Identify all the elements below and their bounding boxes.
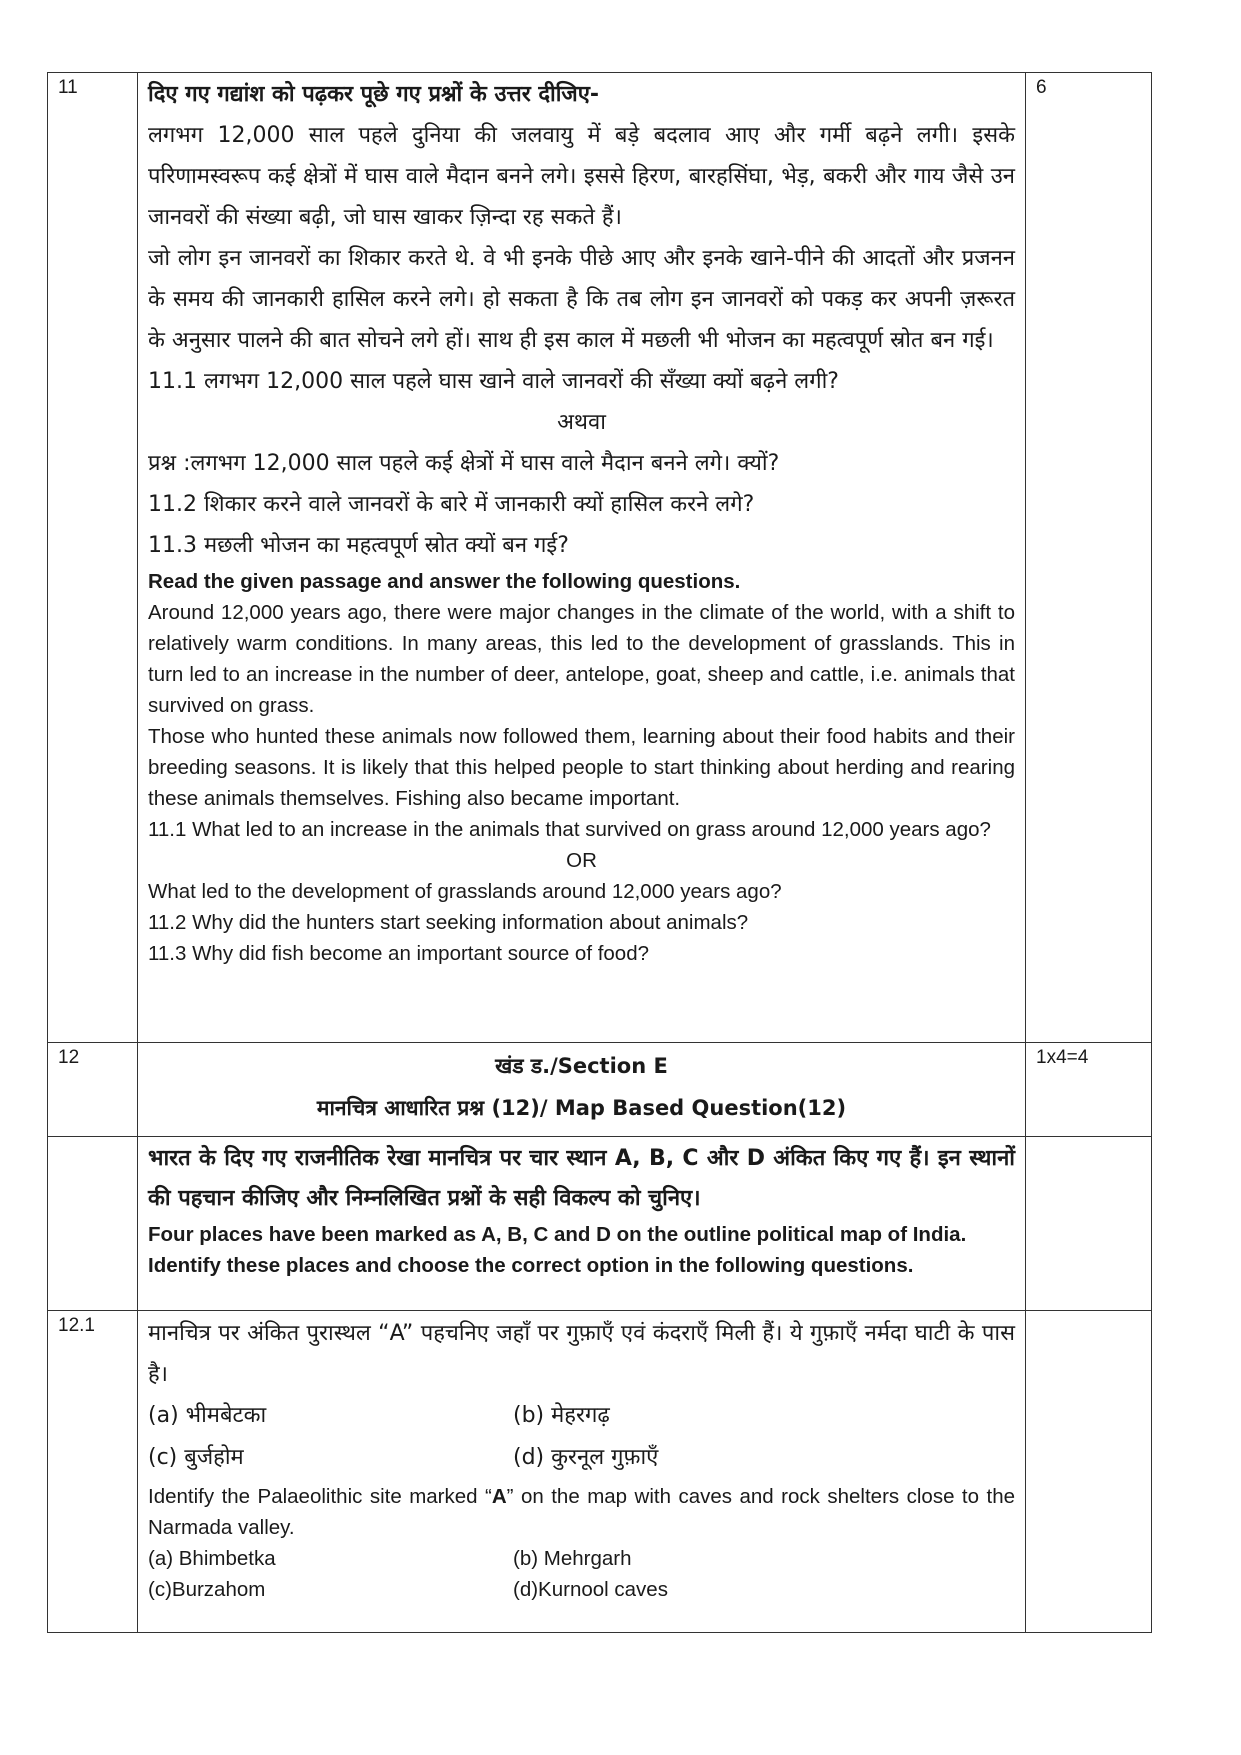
- hindi-question-12-1: मानचित्र पर अंकित पुरास्थल “A” पहचनिए जहाँ पर गुफ़ाएँ एवं कंदराएँ मिली हैं। ये गुफ़ाएँ नर्मदा घाटी के पास है।: [148, 1321, 1015, 1387]
- hindi-passage-para-2: जो लोग इन जानवरों का शिकार करते थे. वे भी इनके पीछे आए और इनके खाने-पीने की आदतों और प्रजनन के समय की जानकारी हासिल करने लगे। हो सकता है कि तब लोग इन जानवरों को पकड़ कर अपनी ज़रूरत के अनुसार पालने की बात सोचने लगे हों। साथ ही इस काल में मछली भी भोजन का महत्वपूर्ण स्रोत बन गई।: [148, 246, 1015, 353]
- english-question-11-1-alt: What led to the development of grasslands around 12,000 years ago?: [148, 880, 782, 903]
- hindi-question-11-3: 11.3 मछली भोजन का महत्वपूर्ण स्रोत क्यों बन गई?: [148, 533, 569, 558]
- instructions: [138, 1137, 1026, 1311]
- english-question-11-1: 11.1 What led to an increase in the animals that survived on grass around 12,000 years ago?: [148, 818, 991, 841]
- hindi-option-a: (a) भीमबेटका: [148, 1403, 267, 1428]
- section-heading: [138, 1043, 1026, 1137]
- english-passage-para-2: Those who hunted these animals now followed them, learning about their food habits and their breeding seasons. It is likely that this helped people to start thinking about herding and rearing these animals themselves. Fishing also became important.: [148, 725, 1015, 810]
- section-subtitle: मानचित्र आधारित प्रश्न (12)/ Map Based Question(12): [316, 1096, 847, 1120]
- section-title: खंड ड./Section E: [495, 1054, 668, 1078]
- question-text-start: Identify the Palaeolithic site marked “: [148, 1485, 492, 1508]
- hindi-heading: दिए गए गद्यांश को पढ़कर पूछे गए प्रश्नों के उत्तर दीजिए-: [148, 82, 600, 107]
- instructions-row: [48, 1137, 1152, 1311]
- hindi-option-c: (c) बुर्जहोम: [148, 1445, 244, 1470]
- empty-cell: [1026, 1311, 1152, 1633]
- question-content: [138, 73, 1026, 1043]
- question-content: [138, 1311, 1026, 1633]
- english-question-11-2: 11.2 Why did the hunters start seeking information about animals?: [148, 911, 749, 934]
- hindi-question-11-1-alt: प्रश्न :लगभग 12,000 साल पहले कई क्षेत्रों में घास वाले मैदान बनने लगे। क्यों?: [148, 451, 780, 476]
- site-marker: A: [491, 1485, 507, 1508]
- english-option-b: (b) Mehrgarh: [513, 1547, 632, 1570]
- hindi-instructions: भारत के दिए गए राजनीतिक रेखा मानचित्र पर चार स्थान A, B, C और D अंकित किए गए हैं। इन स्थानों की पहचान कीजिए और निम्नलिखित प्रश्नों के सही विकल्प को चुनिए।: [148, 1146, 1015, 1211]
- empty-cell: [48, 1137, 138, 1311]
- question-marks: 1x4=4: [1026, 1043, 1152, 1137]
- question-row-12-1: [48, 1311, 1152, 1633]
- english-instructions: Four places have been marked as A, B, C and D on the outline political map of India. Identify these places and choose the correct option in the following questions.: [148, 1223, 967, 1277]
- hindi-question-11-2: 11.2 शिकार करने वाले जानवरों के बारे में जानकारी क्यों हासिल करने लगे?: [148, 492, 755, 517]
- english-passage-para-1: Around 12,000 years ago, there were major changes in the climate of the world, with a shift to relatively warm conditions. In many areas, this led to the development of grasslands. This in turn led to an increase in the number of deer, antelope, goat, sheep and cattle, i.e. animals that survived on grass.: [148, 601, 1015, 717]
- question-number: 12: [48, 1043, 138, 1137]
- question-number: 12.1: [48, 1311, 138, 1633]
- hindi-option-d: (d) कुरनूल गुफ़ाएँ: [513, 1445, 659, 1470]
- question-row-11: [48, 73, 1152, 1043]
- english-question-11-3: 11.3 Why did fish become an important source of food?: [148, 942, 650, 965]
- hindi-passage-para-1: लगभग 12,000 साल पहले दुनिया की जलवायु में बड़े बदलाव आए और गर्मी बढ़ने लगी। इसके परिणामस्वरूप कई क्षेत्रों में घास वाले मैदान बनने लगे। इससे हिरण, बारहसिंघा, भेड़, बकरी और गाय जैसे उन जानवरों की संख्या बढ़ी, जो घास खाकर ज़िन्दा रह सकते हैं।: [148, 123, 1015, 230]
- english-option-d: (d)Kurnool caves: [513, 1578, 668, 1601]
- question-table: [47, 72, 1152, 1633]
- hindi-options: [148, 1395, 1015, 1479]
- english-heading: Read the given passage and answer the following questions.: [148, 570, 741, 593]
- question-number: 11: [48, 73, 138, 1043]
- question-marks: 6: [1026, 73, 1152, 1043]
- section-header-row: [48, 1043, 1152, 1137]
- english-or: OR: [566, 849, 597, 872]
- hindi-or: अथवा: [557, 410, 606, 435]
- english-question-12-1: [148, 1481, 1015, 1543]
- question-text-end: ” on the map with caves and rock shelters close to the Narmada valley.: [148, 1485, 1015, 1539]
- english-option-c: (c)Burzahom: [148, 1578, 266, 1601]
- english-option-a: (a) Bhimbetka: [148, 1547, 276, 1570]
- hindi-option-b: (b) मेहरगढ़: [513, 1403, 610, 1428]
- empty-cell: [1026, 1137, 1152, 1311]
- english-options: [148, 1543, 1015, 1605]
- hindi-question-11-1: 11.1 लगभग 12,000 साल पहले घास खाने वाले जानवरों की सँख्या क्यों बढ़ने लगी?: [148, 369, 839, 394]
